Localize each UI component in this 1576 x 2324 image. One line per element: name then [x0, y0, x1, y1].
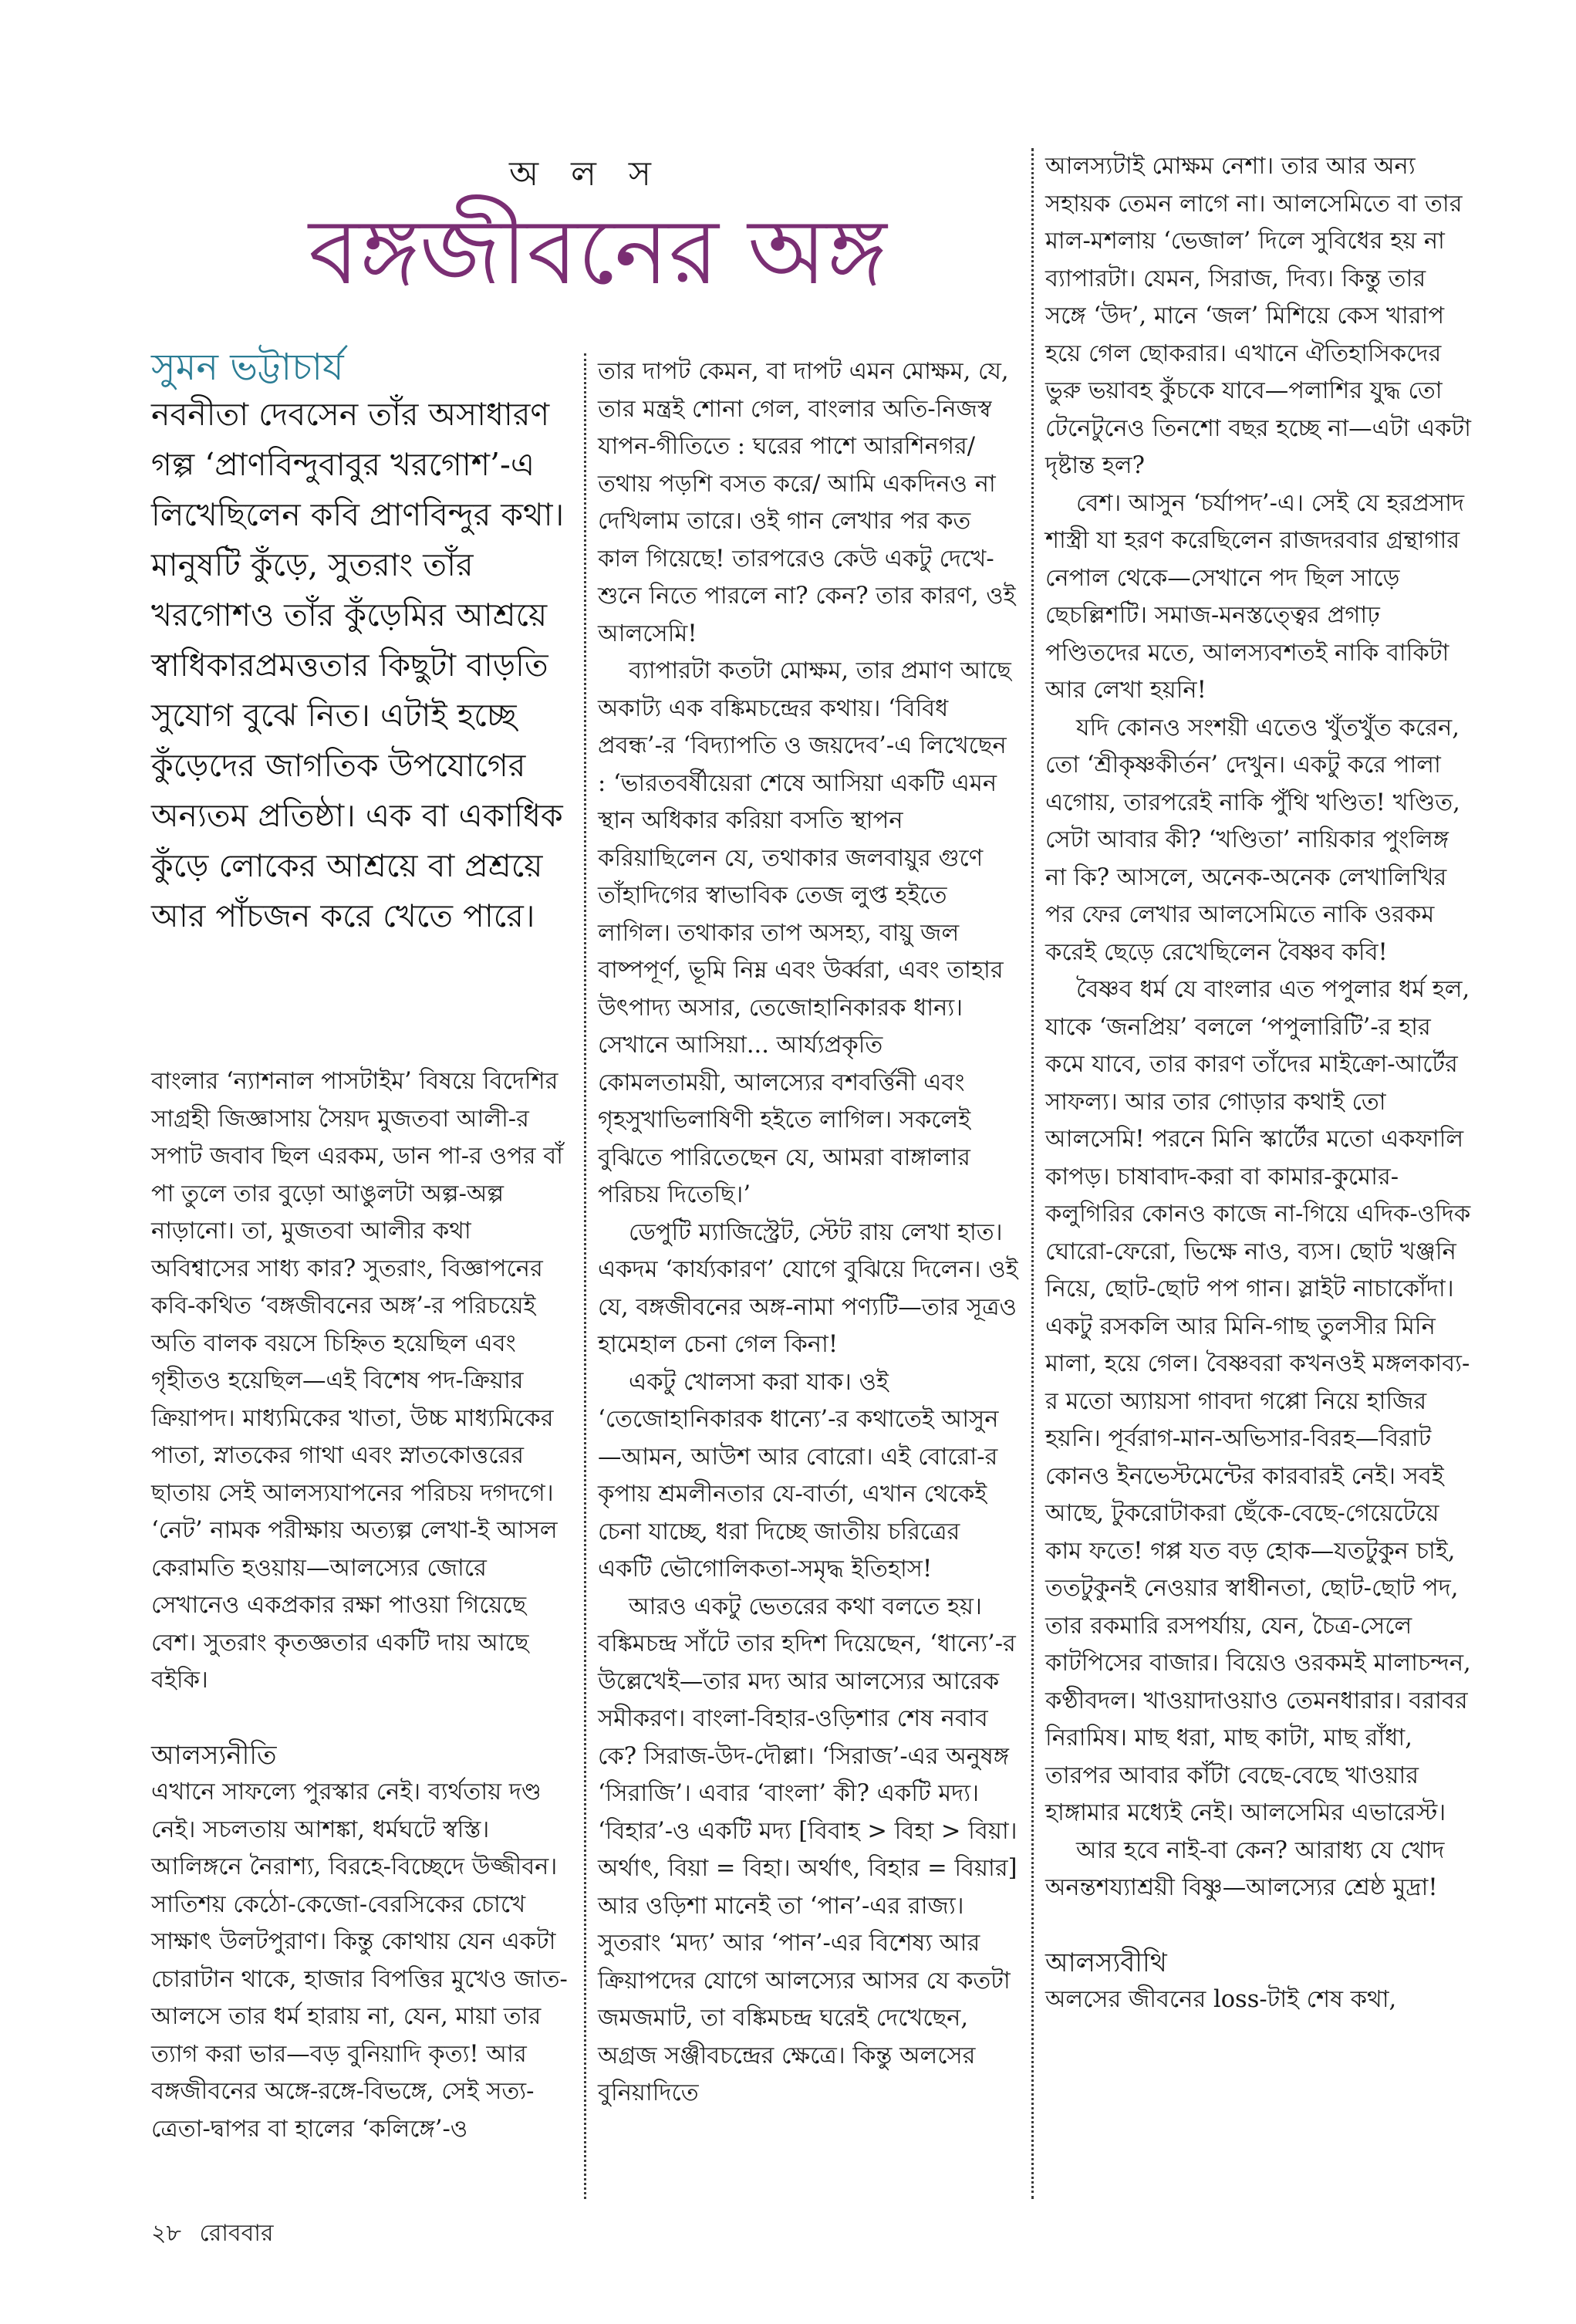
lead-text: নবনীতা দেবসেন তাঁর অসাধারণ গল্প ‘প্রাণবিন্দুবাবুর খরগোশ’-এ লিখেছিলেন কবি প্রাণবিন্দুর কথা। মানুষটি কুঁড়ে, সুতরাং তাঁর খরগোশও তাঁর কুঁড়েমির আশ্রয়ে স্বাধিকারপ্রমত্ততার কিছুটা বাড়তি সুযোগ বুঝে নিত। এটাই হচ্ছে কুঁড়েদের জাগতিক উপযোগের অন্যতম প্রতিষ্ঠা। এক বা একাধিক কুঁড়ে লোকের আশ্রয়ে বা প্রশ্রয়ে আর পাঁচজন করে খেতে পারে। — [151, 396, 565, 934]
body-paragraph: আরও একটু ভেতরের কথা বলতে হয়। বঙ্কিমচন্দ্র সাঁটে তার হদিশ দিয়েছেন, ‘ধান্যে’-র উল্লেখেই—তার মদ্য আর আলস্যের আরেক সমীকরণ। বাংলা-বিহার-ওড়িশার শেষ নবাব কে? সিরাজ-উদ-দৌল্লা। ‘সিরাজ’-এর অনুষঙ্গ ‘সিরাজি’। এবার ‘বাংলা’ কী? একটি মদ্য। ‘বিহার’-ও একটি মদ্য [বিবাহ > বিহা > বিয়া। অর্থাৎ, বিয়া = বিহা। অর্থাৎ, বিহার = বিয়ার] আর ওড়িশা মানেই তা ‘পান’-এর রাজ্য। সুতরাং ‘মদ্য’ আর ‘পান’-এর বিশেষ্য আর ক্রিয়াপদের যোগে আলস্যের আসর যে কতটা জমজমাট, তা বঙ্কিমচন্দ্র ঘরেই দেখেছেন, অগ্রজ সঞ্জীবচন্দ্রের ক্ষেত্রে। কিন্তু অলসের বুনিয়াদিতে — [598, 1593, 1017, 2106]
body-paragraph: আলস্যটাই মোক্ষম নেশা। তার আর অন্য সহায়ক তেমন লাগে না। আলসেমিতে বা তার মাল-মশলায় ‘ভেজাল’ দিলে সুবিধের হয় না ব্যাপারটা। যেমন, সিরাজ, দিব্য। কিন্তু তার সঙ্গে ‘উদ’, মানে ‘জল’ মিশিয়ে কেস খারাপ হয়ে গেল ছোকরার। এখানে ঐতিহাসিকদের ভুরু ভয়াবহ কুঁচকে যাবে—পলাশির যুদ্ধ তো টেনেটুনেও তিনশো বছর হচ্ছে না—এটা একটা দৃষ্টান্ত হল? — [1045, 153, 1472, 479]
section-heading: আলস্যনীতি — [151, 1739, 277, 1771]
paragraph-gap — [1045, 1907, 1473, 1944]
column-two — [598, 353, 1018, 2113]
section-kicker: অ ল স — [509, 154, 662, 194]
body-paragraph: বেশ। আসুন ‘চর্যাপদ’-এ। সেই যে হরপ্রসাদ শাস্ত্রী যা হরণ করেছিলেন রাজদরবার গ্রন্থাগার নেপাল থেকে—সেখানে পদ ছিল সাড়ে ছেচল্লিশটি। সমাজ-মনস্তত্ত্বের প্রগাঢ় পণ্ডিতদের মতে, আলস্যবশতই নাকি বাকিটা আর লেখা হয়নি! — [1045, 489, 1465, 704]
paragraph-gap — [151, 1700, 572, 1737]
column-divider-right — [1031, 148, 1034, 2199]
article-headline: বঙ্গজীবনের অঙ্গ — [309, 198, 887, 305]
body-paragraph: আর হবে নাই-বা কেন? আরাধ্য যে খোদ অনন্তশয্যাশ্রয়ী বিষ্ণু—আলস্যের শ্রেষ্ঠ মুদ্রা! — [1045, 1836, 1445, 1901]
magazine-name: রোববার — [199, 2220, 274, 2247]
body-paragraph: ব্যাপারটা কতটা মোক্ষম, তার প্রমাণ আছে অকাট্য এক বঙ্কিমচন্দ্রের কথায়। ‘বিবিধ প্রবন্ধ’-র ‘বিদ্যাপতি ও জয়দেব’-এ লিখেছেন : ‘ভারতবর্ষীয়েরা শেষে আসিয়া একটি এমন স্থান অধিকার করিয়া বসতি স্থাপন করিয়াছিলেন যে, তথাকার জলবায়ুর গুণে তাঁহাদিগের স্বাভাবিক তেজ লুপ্ত হইতে লাগিল। তথাকার তাপ অসহ্য, বায়ু জল বাষ্পপূর্ণ, ভূমি নিম্ন এবং উর্ব্বরা, এবং তাহার উৎপাদ্য অসার, তেজোহানিকারক ধান্য। সেখানে আসিয়া... আর্য্যপ্রকৃতি কোমলতাময়ী, আলস্যের বশবর্ত্তিনী এবং গৃহসুখাভিলাষিণী হইতে লাগিল। সকলেই বুঝিতে পারিতেছেন যে, আমরা বাঙ্গালার পরিচয় দিতেছি।’ — [598, 657, 1011, 1208]
body-paragraph: ডেপুটি ম্যাজিস্ট্রেট, স্টেট রায় লেখা হাত। একদম ‘কার্য্যকারণ’ যোগে বুঝিয়ে দিলেন। ওই যে, বঙ্গজীবনের অঙ্গ-নামা পণ্যটি—তার সূত্রও হামেহাল চেনা গেল কিনা! — [598, 1218, 1018, 1358]
section-heading: আলস্যবীথি — [1045, 1947, 1167, 1978]
body-paragraph: এখানে সাফল্যে পুরস্কার নেই। ব্যর্থতায় দণ্ড নেই। সচলতায় আশঙ্কা, ধর্মঘটে স্বস্তি। আলিঙ্গনে নৈরাশ্য, বিরহে-বিচ্ছেদে উজ্জীবন। সাতিশয় কেঠো-কেজো-বেরসিকের চোখে সাক্ষাৎ উলটপুরাণ। কিন্তু কোথায় যেন একটা চোরাটান থাকে, হাজার বিপত্তির মুখেও জাত-আলসে তার ধর্ম হারায় না, যেন, মায়া তার ত্যাগ করা ভার—বড় বুনিয়াদি কৃত্য! আর বঙ্গজীবনের অঙ্গে-রঙ্গে-বিভঙ্গে, সেই সত্য-ত্রেতা-দ্বাপর বা হালের ‘কলিঙ্গে’-ও — [151, 1778, 568, 2143]
body-paragraph: যদি কোনও সংশয়ী এতেও খুঁতখুঁত করেন, তো ‘শ্রীকৃষ্ণকীর্তন’ দেখুন। একটু করে পালা এগোয়, তারপরেই নাকি পুঁথি খণ্ডিত! খণ্ডিত, সেটা আবার কী? ‘খণ্ডিতা’ নায়িকার পুংলিঙ্গ না কি? আসলে, অনেক-অনেক লেখালিখির পর ফের লেখার আলসেমিতে নাকি ওরকম করেই ছেড়ে রেখেছিলেন বৈষ্ণব কবি! — [1045, 714, 1460, 966]
page-footer — [151, 2214, 285, 2254]
body-paragraph: তার দাপট কেমন, বা দাপট এমন মোক্ষম, যে, তার মন্ত্রই শোনা গেল, বাংলার অতি-নিজস্ব যাপন-গীতিতে : ঘরের পাশে আরশিনগর/ তথায় পড়শি বসত করে/ আমি একদিনও না দেখিলাম তারে। ওই গান লেখার পর কত কাল গিয়েছে! তারপরেও কেউ একটু দেখে-শুনে নিতে পারলে না? কেন? তার কারণ, ওই আলসেমি! — [598, 358, 1016, 647]
author-byline: সুমন ভট্টাচার্য — [151, 346, 344, 389]
column-divider-left — [584, 353, 586, 2199]
body-paragraph: বৈষ্ণব ধর্ম যে বাংলার এত পপুলার ধর্ম হল, যাকে ‘জনপ্রিয়’ বললে ‘পপুলারিটি’-র হার কমে যাবে, তার কারণ তাঁদের মাইক্রো-আর্টের সাফল্য। আর তার গোড়ার কথাই তো আলসেমি! পরনে মিনি স্কার্টের মতো একফালি কাপড়। চাষাবাদ-করা বা কামার-কুমোর-কলুগিরির কোনও কাজে না-গিয়ে এদিক-ওদিক ঘোরো-ফেরো, ভিক্ষে নাও, ব্যস। ছোট খঞ্জনি নিয়ে, ছোট-ছোট পপ গান। স্লাইট নাচাকোঁদা। একটু রসকলি আর মিনি-গাছ তুলসীর মিনি মালা, হয়ে গেল। বৈষ্ণবরা কখনওই মঙ্গলকাব্য-র মতো অ্যায়সা গাবদা গপ্পো নিয়ে হাজির হয়নি। পূর্বরাগ-মান-অভিসার-বিরহ—বিরাট কোনও ইনভেস্টমেন্টের কারবারই নেই। সবই আছে, টুকরোটাকরা ছেঁকে-বেছে-গেয়েটেয়ে কাম ফতে! গপ্প যত বড় হোক—যতটুকুন চাই, ততটুকুনই নেওয়ার স্বাধীনতা, ছোট-ছোট পদ, তার রকমারি রসপর্যায়, যেন, চৈত্র-সেলে কাটপিসের বাজার। বিয়েও ওরকমই মালাচন্দন, কণ্ঠীবদল। খাওয়াদাওয়াও তেমনধারার। বরাবর নিরামিষ। মাছ ধরা, মাছ কাটা, মাছ রাঁধা, তারপর আবার কাঁটা বেছে-বেছে খাওয়ার হাঙ্গামার মধ্যেই নেই। আলসেমির এভারেস্ট। — [1045, 976, 1471, 1826]
column-one — [151, 1063, 572, 2148]
lead-paragraph — [151, 390, 568, 941]
body-paragraph: একটু খোলসা করা যাক। ওই ‘তেজোহানিকারক ধান্যে’-র কথাতেই আসুন—আমন, আউশ আর বোরো। এই বোরো-র কৃপায় শ্রমলীনতার যে-বার্তা, এখান থেকেই চেনা যাচ্ছে, ধরা দিচ্ছে জাতীয় চরিত্রের একটি ভৌগোলিকতা-সমৃদ্ধ ইতিহাস! — [598, 1368, 999, 1583]
column-three — [1045, 148, 1473, 2019]
body-paragraph: অলসের জীবনের loss-টাই শেষ কথা, — [1045, 1986, 1397, 2013]
body-paragraph: বাংলার ‘ন্যাশনাল পাসটাইম’ বিষয়ে বিদেশির সাগ্রহী জিজ্ঞাসায় সৈয়দ মুজতবা আলী-র সপাট জবাব ছিল এরকম, ডান পা-র ওপর বাঁ পা তুলে তার বুড়ো আঙুলটা অল্প-অল্প নাড়ানো। তা, মুজতবা আলীর কথা অবিশ্বাসের সাধ্য কার? সুতরাং, বিজ্ঞাপনের কবি-কথিত ‘বঙ্গজীবনের অঙ্গ’-র পরিচয়েই অতি বালক বয়সে চিহ্নিত হয়েছিল এবং গৃহীতও হয়েছিল—এই বিশেষ পদ-ক্রিয়ার ক্রিয়াপদ। মাধ্যমিকের খাতা, উচ্চ মাধ্যমিকের পাতা, স্নাতকের গাথা এবং স্নাতকোত্তরের ছাতায় সেই আলস্যযাপনের পরিচয় দগদগে। ‘নেট’ নামক পরীক্ষায় অত্যল্প লেখা-ই আসল কেরামতি হওয়ায়—আলস্যের জোরে সেখানেও একপ্রকার রক্ষা পাওয়া গিয়েছে বেশ। সুতরাং কৃতজ্ঞতার একটি দায় আছে বইকি। — [151, 1068, 564, 1694]
page-number: ২৮ — [151, 2220, 181, 2247]
